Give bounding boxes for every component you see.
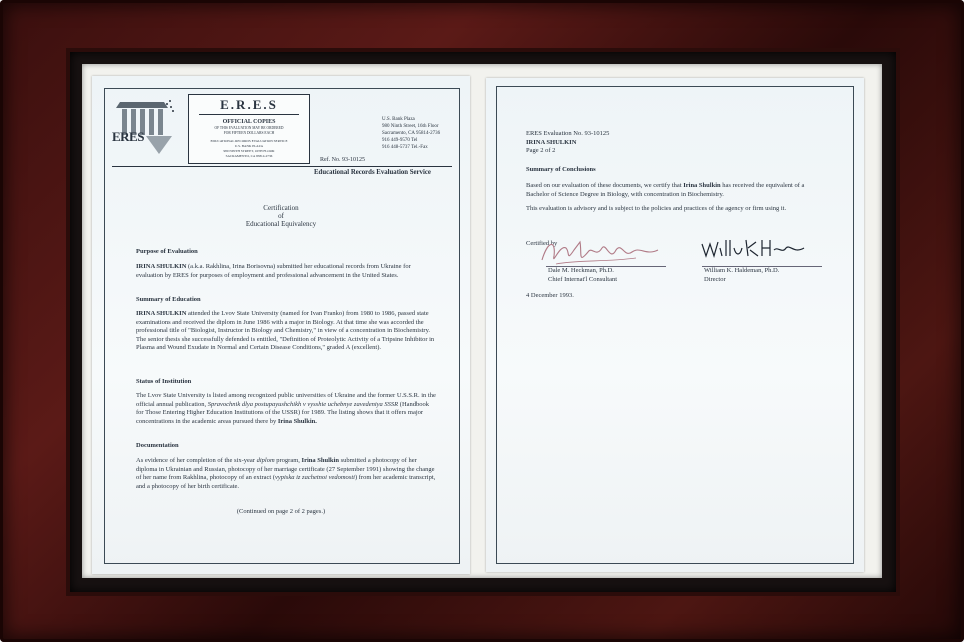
summary-paragraph <box>136 310 436 353</box>
page-number: Page 2 of 2 <box>526 147 556 155</box>
address-block <box>382 116 462 151</box>
paragraph-text: program, <box>274 457 302 464</box>
signer-2 <box>704 267 779 284</box>
title-line: of <box>278 212 284 220</box>
paragraph-text: submitted a photocopy of her diploma in Ukrainian and Russian, photocopy of her marriage certificate (27 September 1991) showing the change of her name from Rakhlina, photocopy of an extract ( <box>136 457 435 482</box>
address-line: U.S. Bank Plaza <box>382 117 415 122</box>
haldeman-signature-icon <box>698 236 808 262</box>
signer-name: William K. Haldeman, Ph.D. <box>704 267 780 274</box>
column-logo-icon <box>110 98 180 156</box>
address-line: 916 448-5737 Tel.-Fax <box>382 145 428 150</box>
certification-title <box>92 204 470 228</box>
paragraph-text: attended the Lvov State University (named for Ivan Franko) from 1980 to 1986, passed state examinations and received the diplom in June 1986 with a major in Biology. At that time she was accorded the professional title of "Biologist, Instructor in Biology and Chemistry," in view of a concentration in Biochemistry. The senior thesis she successfully defended is entitled, "Definition of Proteolytic Activity of a Tripsine Inhibitor in Plasma and Wound Exudate in Normal and Certain Disease Conditions," graded A (excellent). <box>136 310 435 352</box>
italic-term: diplom <box>256 457 275 464</box>
certificate-page-1 <box>92 76 470 574</box>
title-line: Educational Equivalency <box>245 220 317 228</box>
address-line: 980 Ninth Street, 16th Floor <box>382 124 439 129</box>
stamp-rule <box>199 114 299 115</box>
evaluation-header <box>526 130 609 156</box>
conclusions-heading: Summary of Conclusions <box>526 166 596 173</box>
conclusion-paragraph <box>526 182 826 199</box>
official-copies-label: OFFICIAL COPIES <box>222 119 276 125</box>
address-line: Sacramento, CA 95814-2736 <box>382 131 441 136</box>
paragraph-text: (Handbook for Those Entering Higher Education Institutions of the USSR) for 1989. The listing shows that it offers major concentrations in the academic areas pursued there by <box>136 400 430 425</box>
heckman-signature-icon <box>536 236 666 270</box>
paragraph-text: has received the equivalent of a Bachelor of Science Degree in Biology, with concentration in Biochemistry. <box>526 182 805 198</box>
applicant-name: IRINA SHULKIN <box>526 138 577 146</box>
copies-note-1: OF THIS EVALUATION MAY BE ORDERED <box>214 126 284 130</box>
signer-1 <box>548 267 617 284</box>
service-small-4: SACRAMENTO, CA 95814-2736 <box>225 154 273 158</box>
paragraph-text: Based on our evaluation of these documents, we certify that <box>526 182 684 189</box>
publication-title: Spravochnik dlya postupayushchikh v vysshie uchebnye zavedeniya SSSR <box>207 400 399 408</box>
italic-term: vypiska iz zachetnoi vedomosti <box>274 474 355 482</box>
eres-title: E.R.E.S <box>220 97 278 112</box>
paragraph-text: (a.k.a. Rakhlina, Irina Borisovna) submitted her educational records from Ukraine for evaluation by ERES for purposes of employment and professional advancement in the United States. <box>136 263 411 279</box>
address-line: 916 449-9570 Tel <box>382 138 418 143</box>
eres-logo <box>110 98 180 156</box>
documentation-paragraph <box>136 457 436 491</box>
signer-title: Director <box>704 275 726 283</box>
purpose-paragraph <box>136 263 436 280</box>
certificate-page-2 <box>486 78 864 572</box>
purpose-heading: Purpose of Evaluation <box>136 248 198 255</box>
applicant-name: IRINA SHULKIN <box>136 263 187 270</box>
page-border <box>496 86 854 564</box>
title-line: Certification <box>263 204 299 212</box>
continued-note: (Continued on page 2 of 2 pages.) <box>236 508 326 515</box>
signer-name: Dale M. Heckman, Ph.D. <box>548 267 614 274</box>
reference-number: Ref. No. 93-10125 <box>320 157 365 163</box>
certified-by-label: Certified by <box>526 240 558 247</box>
applicant-name: IRINA SHULKIN <box>136 310 187 317</box>
service-name: Educational Records Evaluation Service <box>314 169 431 176</box>
paragraph-text: ) from her academic transcript, and a photocopy of her birth certificate. <box>136 474 436 490</box>
copies-note-2: FOR FIFTEEN DOLLARS EACH <box>223 131 275 135</box>
status-heading: Status of Institution <box>136 378 192 385</box>
applicant-name: Irina Shulkin <box>683 182 721 189</box>
signer-title: Chief Internat'l Consultant <box>548 275 618 283</box>
applicant-name: Irina Shulkin. <box>277 417 317 425</box>
evaluation-number: ERES Evaluation No. 93-10125 <box>526 130 610 137</box>
paragraph-text: As evidence of her completion of the six-year <box>136 457 257 464</box>
service-small-2: U.S. BANK PLAZA <box>234 144 264 148</box>
header-rule <box>112 166 452 167</box>
paragraph-text: The Lvov State University is listed among recognized public universities of Ukraine and the former U.S.S.R. in the official annual publication, <box>136 392 436 408</box>
service-small-1: EDUCATIONAL RECORDS EVALUATION SERVICE <box>210 139 288 143</box>
status-paragraph <box>136 392 436 426</box>
official-copies-stamp <box>188 94 310 164</box>
logo-text: ERES <box>112 129 144 144</box>
advisory-paragraph: This evaluation is advisory and is subject to the policies and practices of the agency or firm using it. <box>526 205 787 212</box>
applicant-name: Irina Shulkin <box>301 457 339 464</box>
service-small-3: 980 NINTH STREET, 16TH FLOOR <box>223 149 275 153</box>
certification-date: 4 December 1993. <box>526 292 574 299</box>
summary-heading: Summary of Education <box>136 296 201 303</box>
documentation-heading: Documentation <box>136 442 179 449</box>
